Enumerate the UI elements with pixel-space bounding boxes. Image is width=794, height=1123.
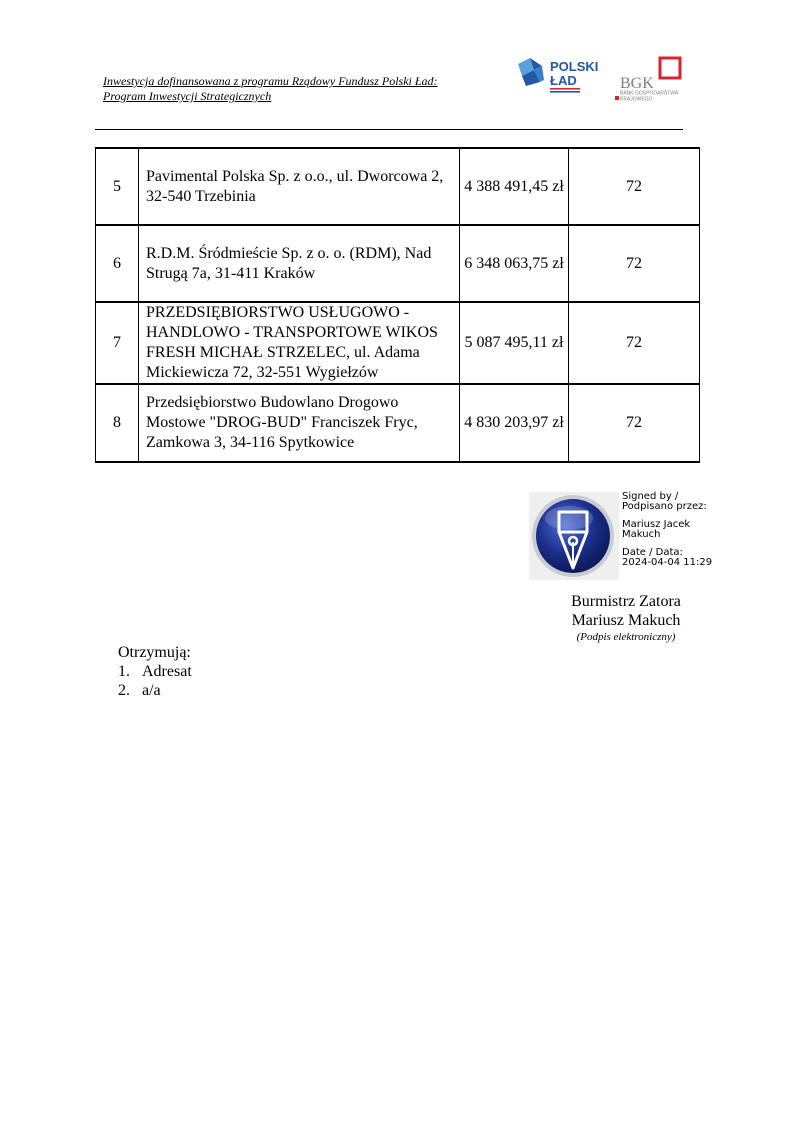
- signed-by-label-line1: Signed by /: [622, 491, 679, 502]
- contractor-name-line: Zamkowa 3, 34-116 Spytkowice: [146, 434, 355, 451]
- polski-lad-logo: [516, 56, 602, 96]
- contractor-name-line: Przedsiębiorstwo Budowlano Drogowo: [146, 394, 399, 411]
- signatory-name: Mariusz Makuch: [571, 612, 681, 629]
- table-row: [96, 302, 700, 384]
- signatory-note: (Podpis elektroniczny): [576, 631, 676, 643]
- row-number: 7: [96, 302, 139, 384]
- offer-price: 4 388 491,45 zł: [460, 148, 569, 225]
- date-label: Date / Data:: [622, 547, 683, 558]
- bgk-logo-name: BGK: [620, 75, 654, 92]
- offer-points: 72: [569, 384, 700, 462]
- recipient-text: a/a: [142, 682, 161, 699]
- polski-lad-logo-line2: ŁAD: [550, 73, 577, 88]
- polski-lad-logo-line1: POLSKI: [550, 59, 599, 74]
- funding-note-line1: Inwestycja dofinansowana z programu Rządowy Fundusz Polski Ład:: [103, 74, 438, 88]
- fountain-pen-nib-icon: [529, 492, 619, 580]
- table-row: [96, 384, 700, 462]
- signer-name-line2: Makuch: [622, 529, 661, 540]
- recipient-number: 2.: [118, 682, 130, 699]
- contractor-name-line: Pavimental Polska Sp. z o.o., ul. Dworcowa 2,: [146, 167, 444, 185]
- date-value: 2024-04-04 11:29: [622, 557, 713, 568]
- contractor-name: [139, 302, 460, 384]
- recipient-number: 1.: [118, 663, 130, 680]
- electronic-signature-stamp: [529, 492, 719, 580]
- signature-details: [622, 492, 722, 568]
- offer-price: 4 830 203,97 zł: [460, 384, 569, 462]
- header-rule: [95, 129, 683, 130]
- contractor-name: [139, 384, 460, 462]
- offer-points: 72: [569, 148, 700, 225]
- row-number: 6: [96, 225, 139, 302]
- bgk-logo: [612, 56, 684, 108]
- row-number: 5: [96, 148, 139, 225]
- list-item: [118, 662, 192, 681]
- signer-name-line1: Mariusz Jacek: [622, 519, 691, 530]
- contractor-name-line: 32-540 Trzebinia: [146, 187, 256, 205]
- contractor-name-line: Strugą 7a, 31-411 Kraków: [146, 264, 316, 282]
- bgk-logo-line2: KRAJOWEGO: [620, 96, 653, 103]
- recipients-label: Otrzymują:: [118, 644, 191, 661]
- offer-points: 72: [569, 225, 700, 302]
- recipients-block: [118, 643, 192, 700]
- row-number: 8: [96, 384, 139, 462]
- signed-by-label-line2: Podpisano przez:: [622, 501, 707, 512]
- contractor-name-line: Mickiewicza 72, 32-551 Wygiełzów: [146, 364, 379, 381]
- contractor-name-line: HANDLOWO - TRANSPORTOWE WIKOS: [146, 324, 438, 341]
- table-row: [96, 225, 700, 302]
- bgk-logo-line1: BANK GOSPODARSTWA: [620, 90, 679, 97]
- contractor-name-line: PRZEDSIĘBIORSTWO USŁUGOWO -: [146, 304, 410, 321]
- offer-price: 6 348 063,75 zł: [460, 225, 569, 302]
- contractor-name-line: FRESH MICHAŁ STRZELEC, ul. Adama: [146, 344, 420, 361]
- contractor-name: [139, 225, 460, 302]
- signatory-block: [560, 592, 692, 644]
- contractor-name-line: Mostowe "DROG-BUD" Franciszek Fryc,: [146, 414, 418, 431]
- recipient-text: Adresat: [142, 663, 192, 680]
- offer-points: 72: [569, 302, 700, 384]
- offers-table: [95, 147, 700, 463]
- table-row: [96, 148, 700, 225]
- contractor-name: [139, 148, 460, 225]
- list-item: [118, 681, 192, 700]
- signature-emblem: [529, 492, 619, 580]
- offer-price: 5 087 495,11 zł: [460, 302, 569, 384]
- signatory-title: Burmistrz Zatora: [571, 593, 681, 610]
- funding-note-line2: Program Inwestycji Strategicznych: [103, 89, 272, 103]
- contractor-name-line: R.D.M. Śródmieście Sp. z o. o. (RDM), Nad: [146, 244, 432, 262]
- funding-note: [103, 74, 438, 104]
